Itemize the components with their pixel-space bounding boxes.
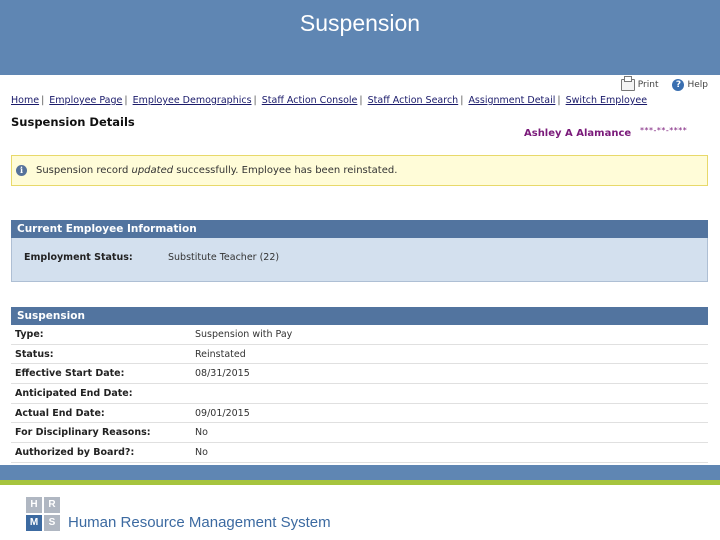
breadcrumb-separator: | bbox=[124, 95, 128, 106]
panel-header: Current Employee Information bbox=[11, 220, 708, 238]
panel-header: Suspension bbox=[11, 307, 708, 325]
employment-status-label: Employment Status: bbox=[24, 252, 133, 263]
breadcrumb-employee-page[interactable]: Employee Page bbox=[49, 95, 123, 106]
success-alert bbox=[11, 155, 708, 186]
alert-suffix: successfully. Employee has been reinstated. bbox=[173, 165, 398, 176]
breadcrumb-staff-action-search[interactable]: Staff Action Search bbox=[367, 95, 459, 106]
breadcrumb bbox=[11, 95, 647, 106]
page-title: Suspension Details bbox=[11, 115, 135, 129]
suspension-panel bbox=[11, 307, 708, 463]
logo-tile: R bbox=[44, 497, 60, 513]
info-icon: i bbox=[16, 165, 27, 176]
breadcrumb-separator: | bbox=[557, 95, 561, 106]
row-label: Status: bbox=[11, 344, 191, 364]
table-row bbox=[11, 423, 708, 443]
employment-status-value: Substitute Teacher (22) bbox=[168, 252, 280, 263]
row-value: No bbox=[191, 423, 708, 443]
table-row bbox=[11, 403, 708, 423]
breadcrumb-separator: | bbox=[460, 95, 464, 106]
breadcrumb-assignment-detail[interactable]: Assignment Detail bbox=[468, 95, 556, 106]
table-row bbox=[11, 443, 708, 463]
system-name: Human Resource Management System bbox=[68, 514, 331, 531]
hrms-logo bbox=[26, 497, 62, 533]
print-button[interactable] bbox=[621, 79, 659, 91]
row-value: Reinstated bbox=[191, 344, 708, 364]
print-label: Print bbox=[637, 80, 659, 90]
logo-tile: M bbox=[26, 515, 42, 531]
row-label: Type: bbox=[11, 325, 191, 344]
help-label: Help bbox=[687, 80, 708, 90]
alert-emphasis: updated bbox=[131, 165, 174, 176]
panel-body bbox=[11, 238, 708, 282]
table-row bbox=[11, 344, 708, 364]
current-employee-panel bbox=[11, 220, 708, 282]
suspension-table bbox=[11, 325, 708, 463]
logo-tile: H bbox=[26, 497, 42, 513]
row-value bbox=[191, 384, 708, 404]
table-row bbox=[11, 364, 708, 384]
row-label: Actual End Date: bbox=[11, 403, 191, 423]
table-row bbox=[11, 384, 708, 404]
row-value: 08/31/2015 bbox=[191, 364, 708, 384]
row-value: 09/01/2015 bbox=[191, 403, 708, 423]
row-label: Authorized by Board?: bbox=[11, 443, 191, 463]
breadcrumb-separator: | bbox=[359, 95, 363, 106]
row-label: Anticipated End Date: bbox=[11, 384, 191, 404]
breadcrumb-separator: | bbox=[41, 95, 45, 106]
footer-accent bbox=[0, 480, 720, 485]
logo-tile: S bbox=[44, 515, 60, 531]
row-label: Effective Start Date: bbox=[11, 364, 191, 384]
breadcrumb-switch-employee[interactable]: Switch Employee bbox=[565, 95, 648, 106]
employee-name: Ashley A Alamance bbox=[524, 128, 632, 139]
toolbar bbox=[621, 79, 708, 91]
table-row bbox=[11, 325, 708, 344]
row-label: For Disciplinary Reasons: bbox=[11, 423, 191, 443]
question-icon: ? bbox=[672, 79, 684, 91]
breadcrumb-separator: | bbox=[253, 95, 257, 106]
employee-id-masked: ***-**-**** bbox=[640, 126, 688, 135]
footer-stripe bbox=[0, 465, 720, 480]
printer-icon bbox=[621, 79, 635, 91]
alert-message bbox=[36, 165, 397, 176]
slide-title: Suspension bbox=[299, 10, 421, 36]
row-value: Suspension with Pay bbox=[191, 325, 708, 344]
slide-header bbox=[0, 0, 720, 75]
row-value: No bbox=[191, 443, 708, 463]
breadcrumb-staff-action-console[interactable]: Staff Action Console bbox=[261, 95, 358, 106]
breadcrumb-employee-demographics[interactable]: Employee Demographics bbox=[132, 95, 252, 106]
app-screenshot bbox=[0, 75, 720, 465]
breadcrumb-home[interactable]: Home bbox=[11, 95, 40, 106]
alert-prefix: Suspension record bbox=[36, 165, 132, 176]
help-button[interactable] bbox=[672, 79, 708, 91]
